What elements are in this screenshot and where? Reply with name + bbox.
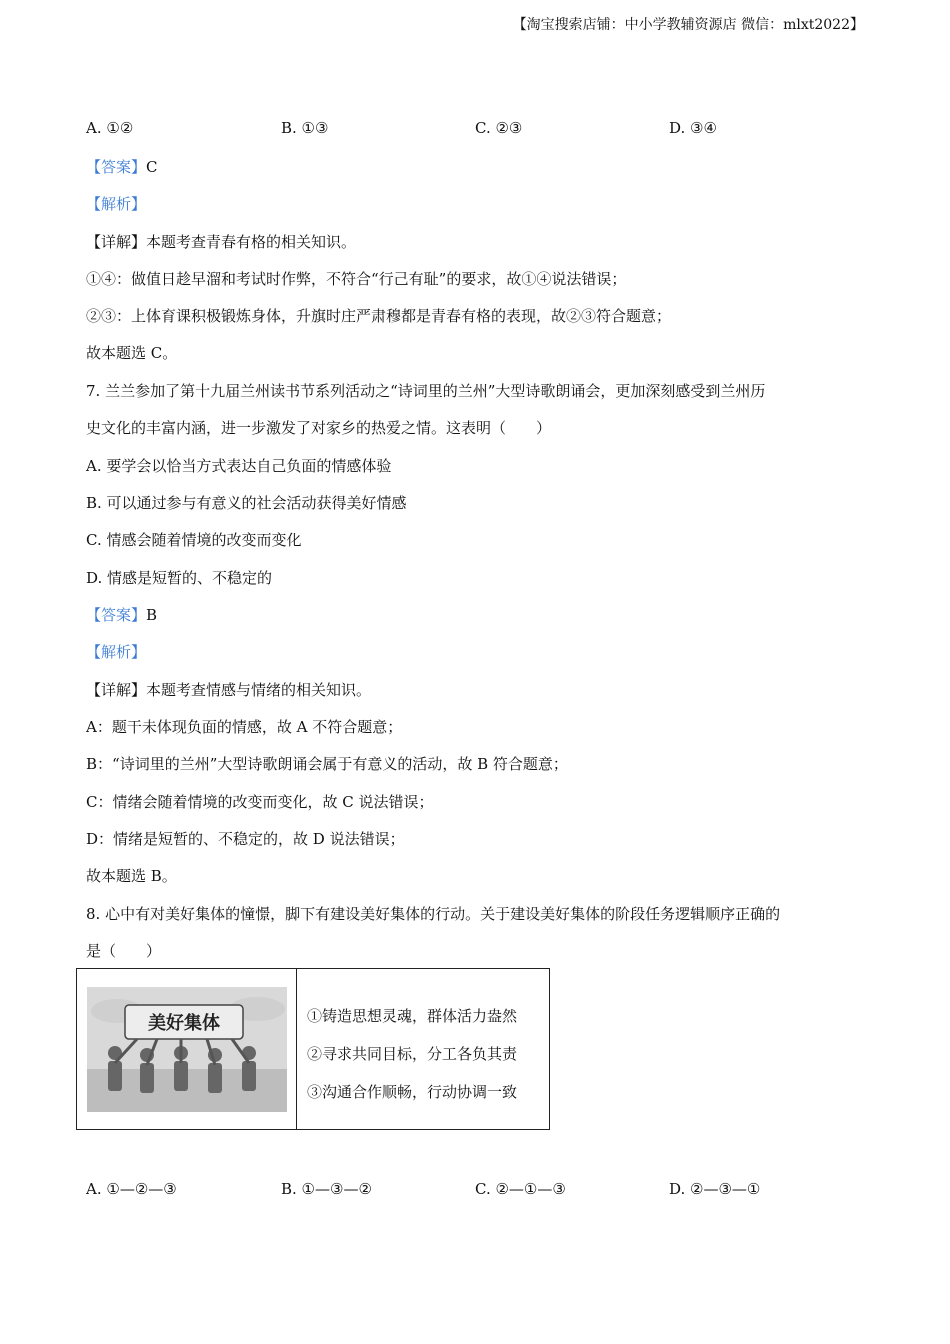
answer-tag: 【答案】: [86, 158, 147, 176]
q7-line-4: D：情绪是短暂的、不稳定的，故 D 说法错误；: [86, 830, 405, 848]
detail-text: 本题考查情感与情绪的相关知识。: [146, 681, 372, 699]
q6-answer: [86, 156, 158, 177]
q7-analysis-tag: 【解析】: [86, 643, 147, 661]
q6-line-3: 故本题选 C。: [86, 344, 178, 362]
stage-item: ②寻求共同目标，分工各负其责: [307, 1045, 518, 1063]
q6-option-c: C. ②③: [475, 119, 523, 137]
q7-option-a: A. 要学会以恰当方式表达自己负面的情感体验: [86, 457, 392, 475]
q7-option-b: B. 可以通过参与有意义的社会活动获得美好情感: [86, 494, 407, 512]
detail-text: 本题考查青春有格的相关知识。: [146, 233, 357, 251]
sign-text: 美好集体: [148, 1013, 220, 1034]
page-header: 【淘宝搜索店铺：中小学教辅资源店 微信：mlxt2022】: [512, 17, 864, 33]
q7-option-d: D. 情感是短暂的、不稳定的: [86, 569, 273, 587]
q7-line-3: C：情绪会随着情境的改变而变化，故 C 说法错误；: [86, 793, 434, 811]
stage-item: ③沟通合作顺畅，行动协调一致: [307, 1083, 518, 1101]
q6-option-d: D. ③④: [669, 119, 717, 137]
q7-line-2: B：“诗词里的兰州”大型诗歌朗诵会属于有意义的活动，故 B 符合题意；: [86, 755, 568, 773]
illustration-svg: [77, 969, 295, 1128]
detail-tag: 【详解】: [86, 681, 147, 699]
q7-detail: [86, 679, 371, 700]
collective-illustration: [77, 969, 297, 1129]
q7-answer: [86, 604, 157, 625]
q8-option-a: A. ①—②—③: [86, 1180, 177, 1198]
q6-line-2: ②③：上体育课积极锻炼身体，升旗时庄严肃穆都是青春有格的表现，故②③符合题意；: [86, 307, 672, 325]
q8-figure-table: [76, 968, 550, 1130]
detail-tag: 【详解】: [86, 233, 147, 251]
q7-option-c: C. 情感会随着情境的改变而变化: [86, 531, 302, 549]
q6-analysis-tag: 【解析】: [86, 195, 147, 213]
q7-stem-1: 7. 兰兰参加了第十九届兰州读书节系列活动之“诗词里的兰州”大型诗歌朗诵会，更加深刻感受到兰州历: [86, 382, 766, 400]
stage-item: ①铸造思想灵魂，群体活力盎然: [307, 1007, 518, 1025]
q7-line-5: 故本题选 B。: [86, 867, 177, 885]
q8-stem-2: 是（ ）: [86, 942, 162, 960]
q7-stem-2: 史文化的丰富内涵，进一步激发了对家乡的热爱之情。这表明（ ）: [86, 419, 552, 437]
answer-value: C: [146, 158, 158, 176]
q6-line-1: ①④：做值日趁早溜和考试时作弊，不符合“行己有耻”的要求，故①④说法错误；: [86, 270, 627, 288]
answer-value: B: [146, 606, 158, 624]
q7-line-1: A：题干未体现负面的情感，故 A 不符合题意；: [86, 718, 403, 736]
q6-option-b: B. ①③: [281, 119, 329, 137]
q8-option-d: D. ②—③—①: [669, 1180, 761, 1198]
q8-option-b: B. ①—③—②: [281, 1180, 372, 1198]
q8-option-c: C. ②—①—③: [475, 1180, 566, 1198]
stage-list: [297, 969, 549, 1129]
answer-tag: 【答案】: [86, 606, 147, 624]
q6-detail: [86, 231, 356, 252]
q6-option-a: A. ①②: [86, 119, 134, 137]
q8-stem-1: 8. 心中有对美好集体的憧憬，脚下有建设美好集体的行动。关于建设美好集体的阶段任务逻辑顺序正确的: [86, 905, 781, 923]
